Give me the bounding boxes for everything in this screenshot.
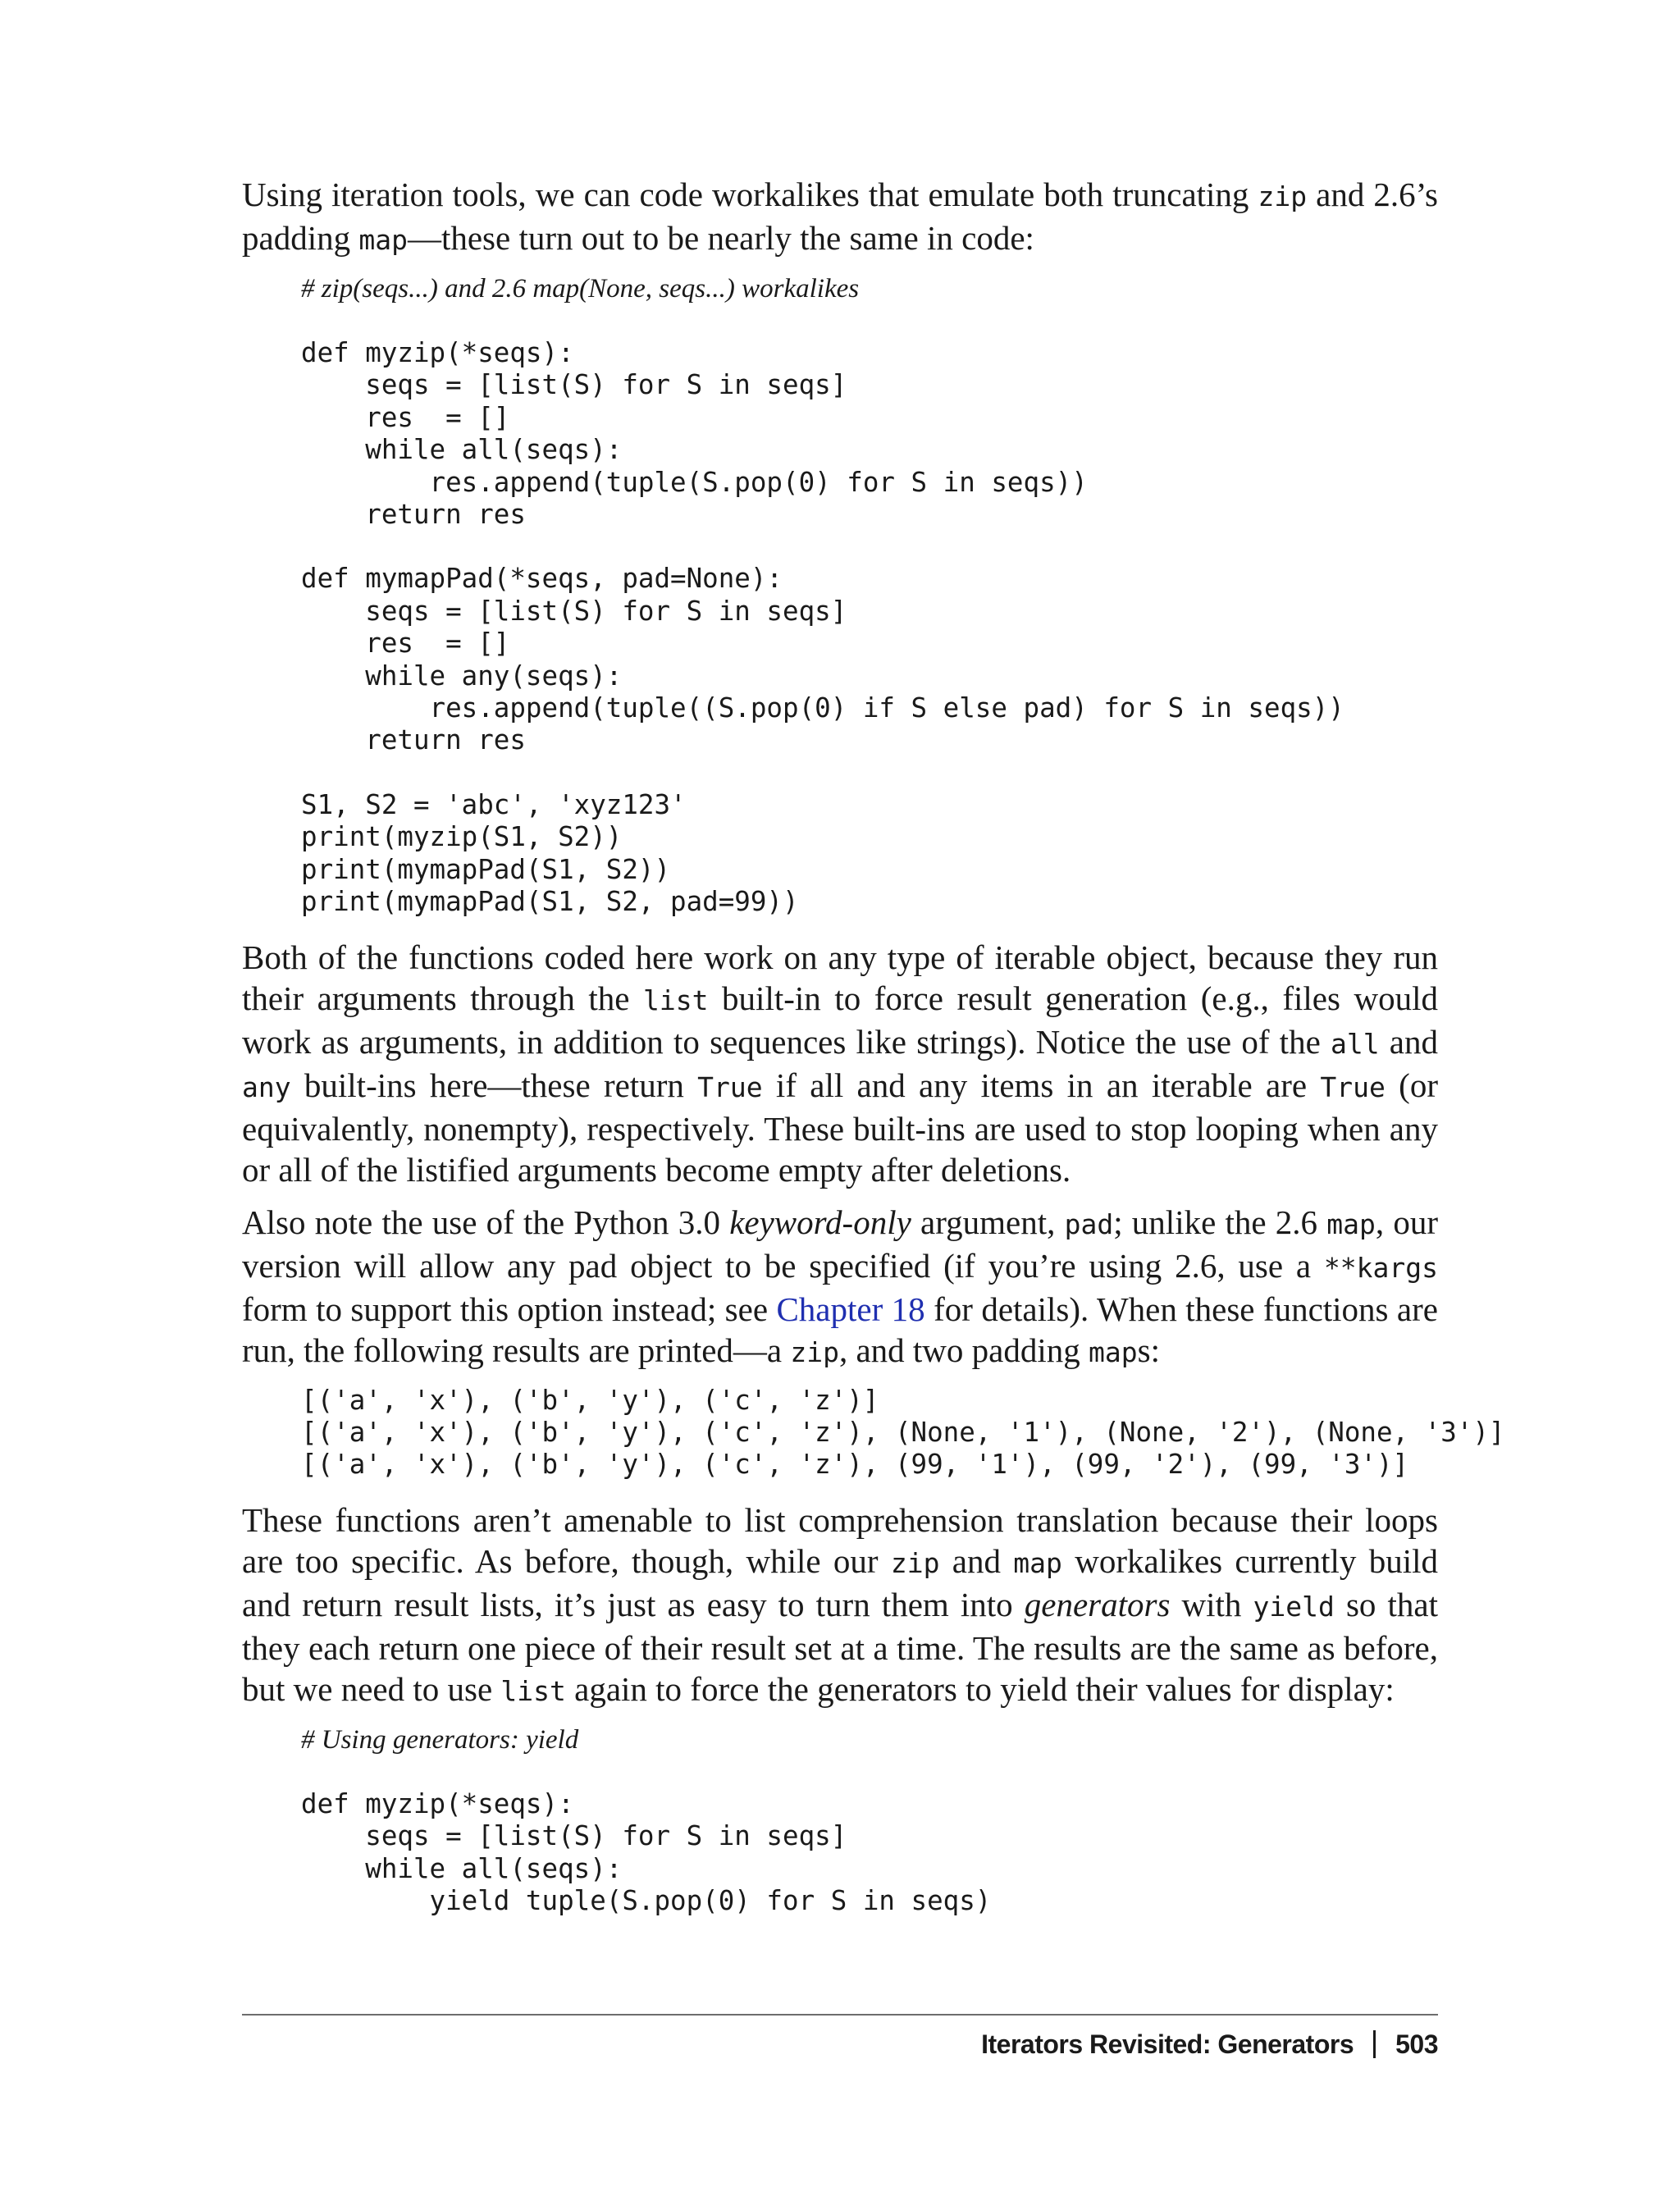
- text-run: —these turn out to be nearly the same in code:: [407, 219, 1034, 257]
- text-run: built-in to force result generation (e.g., files would work as arguments, in addition to sequences like strings). Notice the use of the: [242, 979, 1439, 1061]
- paragraph-generators: [242, 1500, 1438, 1712]
- inline-code: pad: [1064, 1208, 1114, 1240]
- text-run: form to support this option instead; see: [242, 1290, 777, 1328]
- paragraph-keyword-only: [242, 1202, 1438, 1373]
- chapter-link[interactable]: Chapter 18: [776, 1290, 925, 1328]
- page-number: 503: [1395, 2029, 1438, 2059]
- text-run: and 2.6’s padding: [242, 176, 1438, 257]
- paragraph-functions-explained: [242, 937, 1438, 1190]
- text-run: again to force the generators to yield their values for display:: [565, 1669, 1395, 1708]
- code-comment-workalikes: # zip(seqs...) and 2.6 map(None, seqs...) workalikes: [301, 274, 860, 304]
- text-run: These functions aren’t amenable to list comprehension translation because their loops are too specific. As before, though, while our: [242, 1500, 1438, 1580]
- inline-code: map: [358, 224, 408, 256]
- inline-code: zip: [790, 1335, 839, 1368]
- inline-code: list: [643, 984, 709, 1016]
- inline-code: list: [500, 1674, 566, 1707]
- emphasis: keyword-only: [729, 1203, 911, 1241]
- inline-code: zip: [890, 1546, 940, 1579]
- footer-divider: [242, 2014, 1438, 2016]
- inline-code: yield: [1253, 1590, 1335, 1623]
- inline-code: map: [1089, 1335, 1138, 1368]
- page-content: [242, 174, 1505, 1917]
- inline-code: map: [1013, 1546, 1062, 1579]
- text-run: workalikes currently build and return result lists, it’s just as easy to turn them into: [242, 1541, 1438, 1623]
- emphasis: generators: [1024, 1585, 1171, 1623]
- text-run: ; unlike the 2.6: [1113, 1203, 1327, 1241]
- page-footer: [981, 2026, 1438, 2062]
- inline-code: True: [697, 1071, 763, 1103]
- inline-code: all: [1330, 1027, 1380, 1060]
- text-run: and: [1379, 1022, 1438, 1061]
- text-run: built-ins here—these return: [290, 1066, 698, 1104]
- running-title: Iterators Revisited: Generators: [981, 2029, 1354, 2059]
- inline-code: any: [242, 1071, 291, 1103]
- code-block-calls: S1, S2 = 'abc', 'xyz123' print(myzip(S1, S2)) print(mymapPad(S1, S2)) print(mymapPad(S1, S2, pad=99)): [301, 788, 799, 918]
- footer-separator: [1373, 2030, 1376, 2058]
- text-run: with: [1170, 1585, 1253, 1623]
- text-run: Also note the use of the Python 3.0: [242, 1203, 730, 1241]
- text-run: , and two padding: [838, 1331, 1089, 1369]
- text-run: so that they each return one piece of their result set at a time. The results are the same as before, but we need to use: [242, 1585, 1438, 1708]
- code-block-myzip-generator: def myzip(*seqs): seqs = [list(S) for S in seqs] while all(seqs): yield tuple(S.pop(0) for S in seqs): [301, 1787, 992, 1916]
- code-block-output: [('a', 'x'), ('b', 'y'), ('c', 'z')] [('a', 'x'), ('b', 'y'), ('c', 'z'), (None, '1'), (None, '2'), (None, '3')] [('a', 'x'), ('b', 'y'), ('c', 'z'), (99, '1'), (99, '2'), (99, '3')]: [301, 1384, 1505, 1481]
- inline-code: **kargs: [1323, 1251, 1438, 1284]
- code-block-myzip: def myzip(*seqs): seqs = [list(S) for S in seqs] res = [] while all(seqs): res.append(tuple(S.pop(0) for S in seqs)) return res: [301, 337, 1088, 531]
- text-run: Using iteration tools, we can code workalikes that emulate both truncating: [242, 176, 1258, 213]
- inline-code: zip: [1258, 180, 1308, 212]
- text-run: argument,: [911, 1203, 1065, 1241]
- text-run: s:: [1137, 1331, 1160, 1369]
- text-run: Both of the functions coded here work on any type of iterable object, because they run their arguments through the: [242, 938, 1438, 1017]
- text-run: , our version will allow any pad object to be specified (if you’re using 2.6, use a: [242, 1203, 1439, 1285]
- text-run: for details). When these functions are run, the following results are printed—a: [242, 1290, 1438, 1369]
- text-run: (or equivalently, nonempty), respectively. These built-ins are used to stop looping when any or all of the listified arguments become empty after deletions.: [242, 1066, 1438, 1189]
- code-comment-generators: # Using generators: yield: [301, 1724, 579, 1755]
- paragraph-intro: [242, 174, 1438, 261]
- text-run: if all and any items in an iterable are: [762, 1066, 1321, 1104]
- code-block-mymappad: def mymapPad(*seqs, pad=None): seqs = [list(S) for S in seqs] res = [] while any(seqs): res.append(tuple((S.pop(0) if S else pad) for S in seqs)) return res: [301, 563, 1344, 756]
- text-run: and: [939, 1541, 1014, 1580]
- inline-code: map: [1326, 1208, 1376, 1240]
- inline-code: True: [1320, 1071, 1386, 1103]
